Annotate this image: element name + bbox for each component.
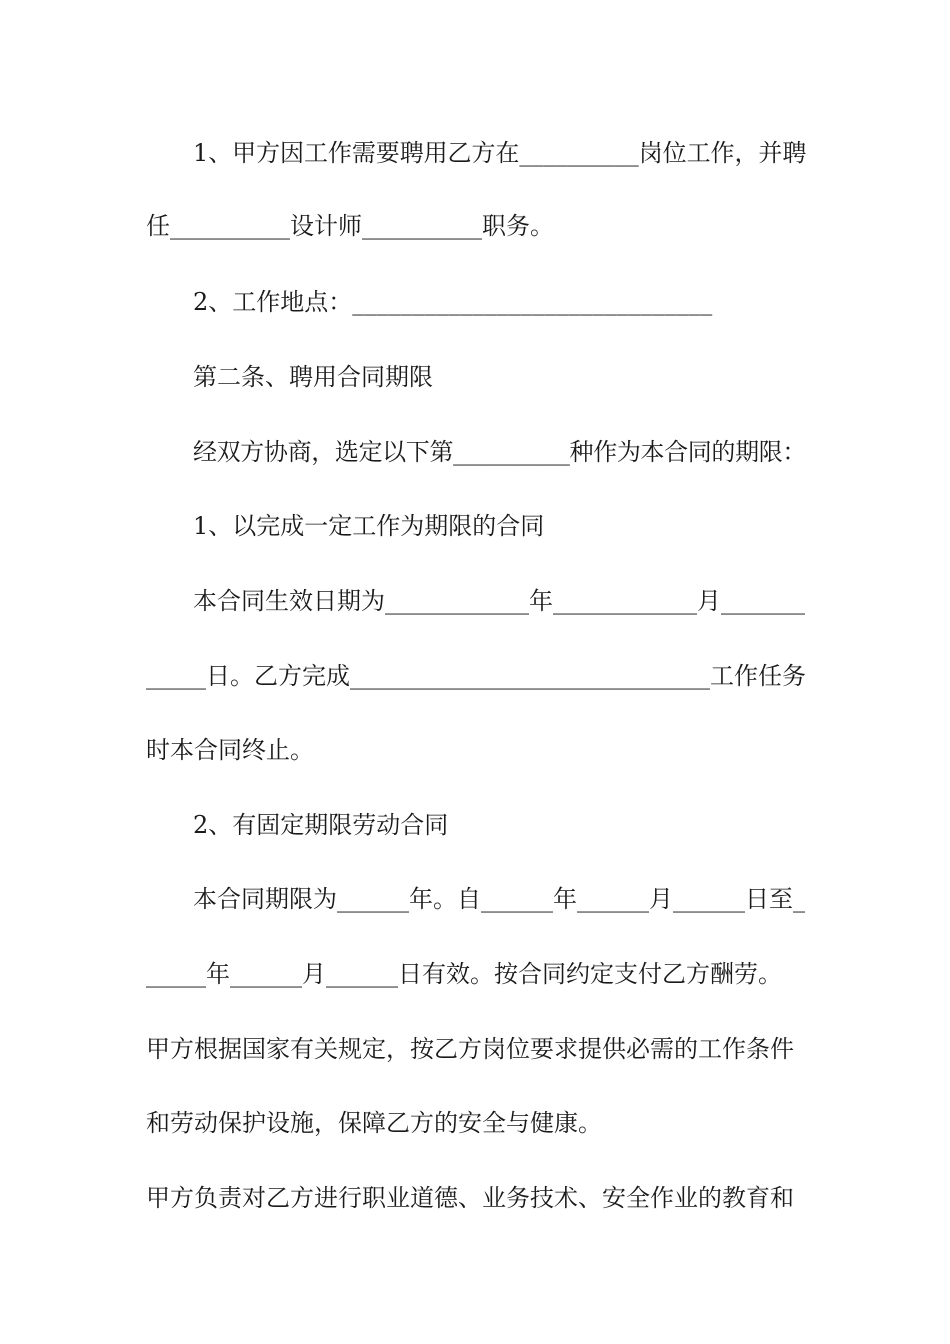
clause-position-line-1: 1、甲方因工作需要聘用乙方在__________岗位工作，并聘 [193,139,807,167]
option-one-date-line-2: _____日。乙方完成______________________________工作任务 [146,662,806,690]
clause-position-line-2: 任__________设计师__________职务。 [146,212,554,240]
term-selection-line: 经双方协商，选定以下第__________种作为本合同的期限： [193,438,806,466]
option-one-date-line-1: 本合同生效日期为____________年____________月_______ [193,587,805,615]
article-two-heading: 第二条、聘用合同期限 [193,363,433,391]
option-two-heading: 2、有固定期限劳动合同 [193,811,449,839]
employer-training-line: 甲方负责对乙方进行职业道德、业务技术、安全作业的教育和 [146,1184,794,1212]
employer-duties-line-1: 甲方根据国家有关规定，按乙方岗位要求提供必需的工作条件 [146,1035,794,1063]
option-one-heading: 1、以完成一定工作为期限的合同 [193,512,545,540]
employer-duties-line-2: 和劳动保护设施，保障乙方的安全与健康。 [146,1109,602,1137]
option-two-term-line-1: 本合同期限为______年。自______年______月______日至_ [193,885,805,913]
clause-work-location: 2、工作地点：______________________________ [193,288,713,316]
option-two-term-line-2: _____年______月______日有效。按合同约定支付乙方酬劳。 [146,960,782,988]
option-one-date-line-3: 时本合同终止。 [146,736,314,764]
